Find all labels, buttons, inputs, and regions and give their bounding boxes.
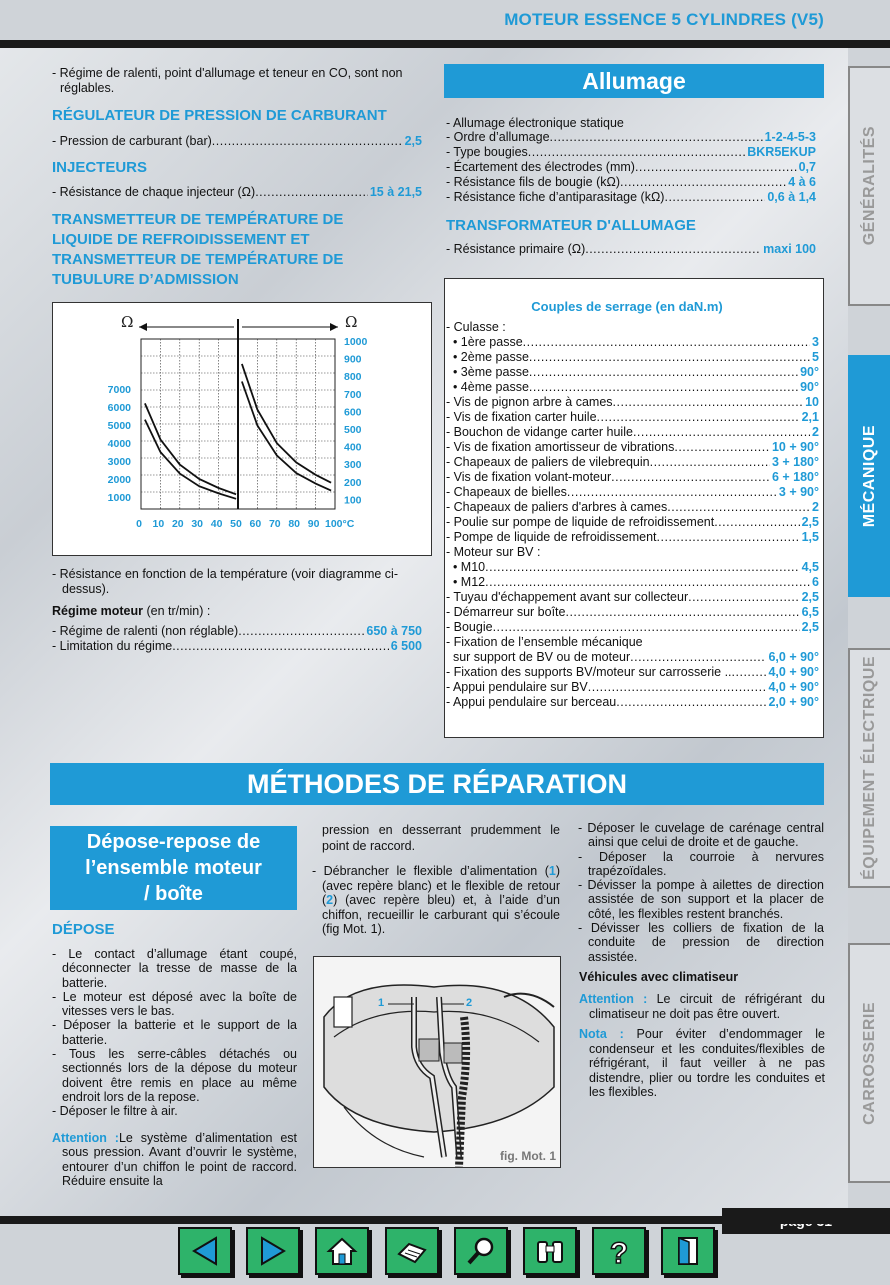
- col3-item: - Dévisser la pompe à ailettes de direction assistée de son support et la placer de côté, les flexibles restent branchés.: [578, 878, 824, 921]
- search-icon: [464, 1234, 498, 1268]
- couples-row: [446, 695, 819, 710]
- couples-row-value: 4,0 + 90°: [768, 680, 819, 694]
- couples-row-value: 2,5: [801, 620, 819, 634]
- couples-row-value: 3 + 90°: [778, 485, 819, 499]
- couples-row: [446, 470, 819, 485]
- left-tick-label: 5000: [107, 420, 131, 432]
- couples-row: [446, 530, 819, 545]
- depose-title: DÉPOSE: [52, 921, 115, 938]
- clim-title: Véhicules avec climatiseur: [579, 970, 739, 984]
- reg-row: - Pression de carburant (bar) ..... 2,5: [52, 134, 422, 149]
- couples-row: [446, 440, 819, 455]
- fig-mot-1: [313, 956, 561, 1168]
- attention-1-text: Le système d’alimentation est sous pression. Avant d’ouvrir le système, entourer d’un chiffon le point de raccord. Réduire ensuite la: [62, 1131, 298, 1188]
- couples-row-value: 5: [812, 350, 819, 364]
- couples-row: [446, 515, 819, 530]
- next-page-button[interactable]: [246, 1227, 300, 1275]
- couples-row: [446, 620, 819, 635]
- couples-row-label: - Moteur sur BV :: [446, 545, 541, 559]
- couples-row: [446, 350, 819, 365]
- couples-row-value: 1,5: [801, 530, 819, 544]
- tab-generalites[interactable]: GÉNÉRALITÉS: [848, 66, 890, 306]
- couples-row: [446, 560, 819, 575]
- col2-text1: pression en desserrant prudemment le point de raccord.: [322, 823, 560, 853]
- right-tick-label: 400: [344, 441, 362, 454]
- couples-row-value: 6,5: [801, 605, 819, 619]
- allumage-row-value: 0,6 à 1,4: [767, 190, 816, 204]
- couples-row: [446, 605, 819, 620]
- left-arrowhead: [139, 323, 147, 331]
- couples-row-value: 4,0 + 90°: [768, 665, 819, 679]
- couples-row-value: 90°: [800, 380, 819, 394]
- couples-row: [446, 680, 819, 695]
- exit-button[interactable]: [661, 1227, 715, 1275]
- couples-row: [446, 575, 819, 590]
- couples-row: [446, 365, 819, 380]
- attention-2: Attention : Le circuit de réfrigérant du climatiseur ne doit pas être ouvert.: [579, 992, 825, 1021]
- right-tick-label: 900: [344, 353, 362, 366]
- top-rule: [0, 40, 890, 48]
- methodes-banner: MÉTHODES DE RÉPARATION: [50, 763, 824, 805]
- exit-door-icon: [671, 1234, 705, 1268]
- depose-list: [52, 947, 297, 1119]
- couples-row-label: - Vis de fixation volant-moteur: [446, 470, 612, 484]
- allumage-row: [446, 175, 816, 190]
- svg-text:?: ?: [609, 1237, 629, 1268]
- x-tick-label: 80: [288, 518, 301, 530]
- couples-row-value: 10: [805, 395, 819, 409]
- previous-page-button[interactable]: [178, 1227, 232, 1275]
- couples-row-label: • 1ère passe: [446, 335, 523, 349]
- series-line: [242, 382, 331, 491]
- left-tick-label: 2000: [107, 474, 131, 486]
- bottom-rule: [0, 1216, 890, 1224]
- couples-row-value: 2,5: [801, 590, 819, 604]
- couples-row: [446, 410, 819, 425]
- allumage-row-label: - Type bougies: [446, 145, 528, 159]
- couples-row: [446, 320, 819, 335]
- right-tick-label: 800: [344, 371, 362, 384]
- fig-label-2: 2: [466, 997, 473, 1009]
- attention-1-label: Attention :: [52, 1131, 119, 1145]
- right-tick-label: 100: [344, 494, 362, 507]
- couples-row-label: - Vis de fixation amortisseur de vibrations: [446, 440, 675, 454]
- couples-row: [446, 650, 819, 665]
- home-icon: [325, 1234, 359, 1268]
- right-tick-label: 700: [344, 388, 362, 401]
- couples-row: [446, 635, 819, 650]
- right-tick-label: 500: [344, 424, 362, 436]
- allumage-row-value: 0,7: [798, 160, 816, 174]
- couples-row-label: • 4ème passe: [446, 380, 529, 394]
- couples-row-label: - Fixation de l’ensemble mécanique: [446, 635, 643, 649]
- intro-text: - Régime de ralenti, point d'allumage et teneur en CO, sont non réglables.: [52, 66, 403, 95]
- tab-mecanique[interactable]: MÉCANIQUE: [848, 355, 890, 597]
- couples-row-value: 6 + 180°: [771, 470, 819, 484]
- couples-row-label: - Vis de fixation carter huile: [446, 410, 597, 424]
- printer-icon: [395, 1234, 429, 1268]
- couples-list: [445, 320, 819, 710]
- tab-equipement-electrique[interactable]: ÉQUIPEMENT ÉLECTRIQUE: [848, 648, 890, 888]
- depose-item: - Le contact d’allumage étant coupé, déconnecter la tresse de masse de la batterie.: [52, 947, 297, 990]
- regime-row-label: - Limitation du régime: [52, 639, 173, 653]
- right-tick-label: 200: [344, 476, 362, 489]
- allumage-row-label: - Résistance fils de bougie (kΩ): [446, 175, 620, 189]
- regime-row: [52, 639, 422, 654]
- couples-row: [446, 590, 819, 605]
- couples-row-value: 2: [812, 425, 819, 439]
- transmetteur-title: TRANSMETTEUR DE TEMPÉRATURE DE LIQUIDE DE REFROIDISSEMENT ET TRANSMETTEUR DE TEMPÉRATURE DE TUBULURE D’ADMISSION: [52, 211, 344, 288]
- injecteurs-title: INJECTEURS: [52, 159, 148, 176]
- col3-item: - Déposer le cuvelage de carénage central ainsi que celui de droite et de gauche.: [578, 821, 824, 850]
- couples-row-label: - Appui pendulaire sur BV: [446, 680, 588, 694]
- x-tick-label: 100°C: [325, 518, 355, 530]
- left-tick-label: 7000: [107, 384, 131, 396]
- question-mark-icon: [602, 1234, 636, 1268]
- depose-item: - Tous les serre-câbles détachés ou sectionnés lors de la dépose du moteur doivent être remis en place au même endroit lors de la repose.: [52, 1047, 297, 1104]
- right-tick-label: 600: [344, 406, 362, 419]
- attention-1: [52, 1131, 297, 1188]
- engine-illustration: [314, 957, 560, 1167]
- couples-row-value: 2: [812, 500, 819, 514]
- depose-item: - Déposer la batterie et le support de la batterie.: [52, 1018, 297, 1047]
- regime-row: [52, 624, 422, 639]
- search-button[interactable]: [454, 1227, 508, 1275]
- couples-row-label: - Chapeaux de bielles: [446, 485, 567, 499]
- couples-row: [446, 380, 819, 395]
- right-tick-label: 300: [344, 459, 362, 472]
- arrow-left-icon: [188, 1234, 222, 1268]
- couples-row: [446, 425, 819, 440]
- couples-row: [446, 395, 819, 410]
- couples-row: [446, 545, 819, 560]
- transformateur-title: TRANSFORMATEUR D'ALLUMAGE: [446, 217, 696, 234]
- regime-unit: (en tr/min) :: [143, 604, 211, 618]
- x-tick-label: 10: [152, 518, 165, 530]
- allumage-row: [446, 145, 816, 160]
- couples-row-value: 90°: [800, 365, 819, 379]
- couples-row-label: - Bouchon de vidange carter huile: [446, 425, 633, 439]
- couples-row-value: 2,1: [801, 410, 819, 424]
- couples-row: [446, 665, 819, 680]
- couples-row-value: 3 + 180°: [771, 455, 819, 469]
- couples-row-value: 10 + 90°: [771, 440, 819, 454]
- couples-row-label: - Appui pendulaire sur berceau: [446, 695, 617, 709]
- couples-row-label: - Fixation des supports BV/moteur sur carrosserie ..: [446, 665, 732, 679]
- help-button[interactable]: [592, 1227, 646, 1275]
- nota: Nota : Pour éviter d’endommager le condenseur et les conduites/flexibles de réfrigérant, il faut veiller à ne pas distendre, plier ou tordre les conduites et les flexibles.: [579, 1027, 825, 1099]
- left-tick-label: 6000: [107, 402, 131, 414]
- couples-row-label: • 2ème passe: [446, 350, 529, 364]
- couples-row-label: • M12: [446, 575, 486, 589]
- couples-row-label: - Chapeaux de paliers de vilebrequin: [446, 455, 650, 469]
- arrow-right-icon: [256, 1234, 290, 1268]
- couples-row-value: 6,0 + 90°: [768, 650, 819, 664]
- couples-row-label: - Vis de pignon arbre à cames: [446, 395, 613, 409]
- x-tick-label: 70: [268, 518, 281, 530]
- resistance-chart-box: [52, 302, 432, 556]
- couples-row: [446, 485, 819, 500]
- fig-label-1: 1: [378, 997, 385, 1009]
- allumage-list: [446, 130, 816, 205]
- col3-item: - Déposer la courroie à nervures trapézoïdales.: [578, 849, 824, 878]
- couples-row-value: 4,5: [801, 560, 819, 574]
- couples-row-label: sur support de BV ou de moteur: [446, 650, 631, 664]
- x-tick-label: 90: [307, 518, 320, 530]
- col3-list: [578, 821, 824, 964]
- x-tick-label: 40: [210, 518, 223, 530]
- right-arrowhead: [330, 323, 338, 331]
- couples-row-label: - Bougie: [446, 620, 493, 634]
- couples-row-label: - Tuyau d'échappement avant sur collecteur: [446, 590, 689, 604]
- couples-box: [444, 278, 824, 738]
- couples-row-label: • M10: [446, 560, 486, 574]
- allumage-row-label: - Résistance fiche d’antiparasitage (kΩ): [446, 190, 665, 204]
- couples-row-label: - Démarreur sur boîte: [446, 605, 566, 619]
- left-tick-label: 4000: [107, 438, 131, 450]
- couples-row-label: - Chapeaux de paliers d'arbres à cames: [446, 500, 668, 514]
- tab-carrosserie[interactable]: CARROSSERIE: [848, 943, 890, 1183]
- x-tick-label: 30: [191, 518, 204, 530]
- left-tick-label: 3000: [107, 456, 131, 468]
- home-button[interactable]: [315, 1227, 369, 1275]
- allumage-row-label: - Ordre d’allumage: [446, 130, 550, 144]
- x-tick-label: 20: [171, 518, 184, 530]
- allumage-row: [446, 160, 816, 175]
- allumage-row-value: 4 à 6: [788, 175, 816, 189]
- allumage-intro: - Allumage électronique statique: [446, 116, 624, 130]
- regulateur-title: RÉGULATEUR DE PRESSION DE CARBURANT: [52, 107, 387, 124]
- allumage-row-value: 1-2-4-5-3: [764, 130, 816, 144]
- regime-row-value: 650 à 750: [366, 624, 422, 638]
- binoculars-icon: [533, 1234, 567, 1268]
- page-header-title: MOTEUR ESSENCE 5 CYLINDRES (V5): [504, 10, 824, 29]
- allumage-row: [446, 130, 816, 145]
- left-tick-label: 1000: [107, 492, 131, 504]
- allumage-row: [446, 190, 816, 205]
- allumage-row-label: - Écartement des électrodes (mm): [446, 160, 635, 174]
- inj-row: - Résistance de chaque injecteur (Ω) ..... 15 à 21,5: [52, 185, 422, 200]
- couples-row-label: - Pompe de liquide de refroidissement: [446, 530, 657, 544]
- right-unit-label: Ω: [345, 313, 358, 331]
- couples-row: [446, 335, 819, 350]
- col3-item: - Dévisser les colliers de fixation de la conduite de pression de direction assistée.: [578, 921, 824, 964]
- print-button[interactable]: [385, 1227, 439, 1275]
- regime-heading: [52, 604, 430, 619]
- depose-item: - Déposer le filtre à air.: [52, 1104, 178, 1119]
- x-tick-label: 60: [249, 518, 262, 530]
- couples-title: Couples de serrage (en daN.m): [531, 299, 723, 314]
- resistance-text: - Résistance en fonction de la température (voir diagramme ci-dessus).: [52, 567, 398, 596]
- x-tick-label: 50: [230, 518, 242, 530]
- regime-row-label: - Régime de ralenti (non réglable): [52, 624, 239, 638]
- couples-row-value: 3: [812, 335, 819, 349]
- depose-item: - Le moteur est déposé avec la boîte de vitesses vers le bas.: [52, 989, 297, 1019]
- couples-row-label: - Culasse :: [446, 320, 506, 334]
- series-line: [145, 420, 236, 499]
- allumage-banner: Allumage: [444, 64, 824, 98]
- regime-row-value: 6 500: [390, 639, 422, 653]
- left-unit-label: Ω: [121, 313, 134, 331]
- resistance-chart: [53, 303, 431, 555]
- fig-caption: fig. Mot. 1: [500, 1149, 556, 1163]
- col2-text2: - Débrancher le flexible d’alimentation (1) (avec repère blanc) et le flexible de retour (2) (avec repère bleu) et, à l’aide d’un chiffon, recueillir le carburant qui s’écoule (fig Mot. 1).: [312, 864, 560, 936]
- right-tick-label: 1000: [344, 336, 368, 348]
- couples-row-label: • 3ème passe: [446, 365, 529, 379]
- allumage-row-value: BKR5EKUP: [747, 145, 816, 159]
- couples-row: [446, 500, 819, 515]
- transfo-row: - Résistance primaire (Ω) ..... maxi 100: [446, 242, 816, 257]
- couples-row-value: 6: [812, 575, 819, 589]
- couples-row: [446, 455, 819, 470]
- couples-row-value: 2,5: [801, 515, 819, 529]
- regime-list: [52, 624, 422, 654]
- depose-repose-box: Dépose-repose de l’ensemble moteur / boîte: [50, 826, 297, 910]
- regime-title: Régime moteur: [52, 604, 143, 618]
- find-button[interactable]: [523, 1227, 577, 1275]
- couples-row-label: - Poulie sur pompe de liquide de refroidissement: [446, 515, 715, 529]
- x-tick-label: 0: [136, 518, 142, 530]
- couples-row-value: 2,0 + 90°: [768, 695, 819, 709]
